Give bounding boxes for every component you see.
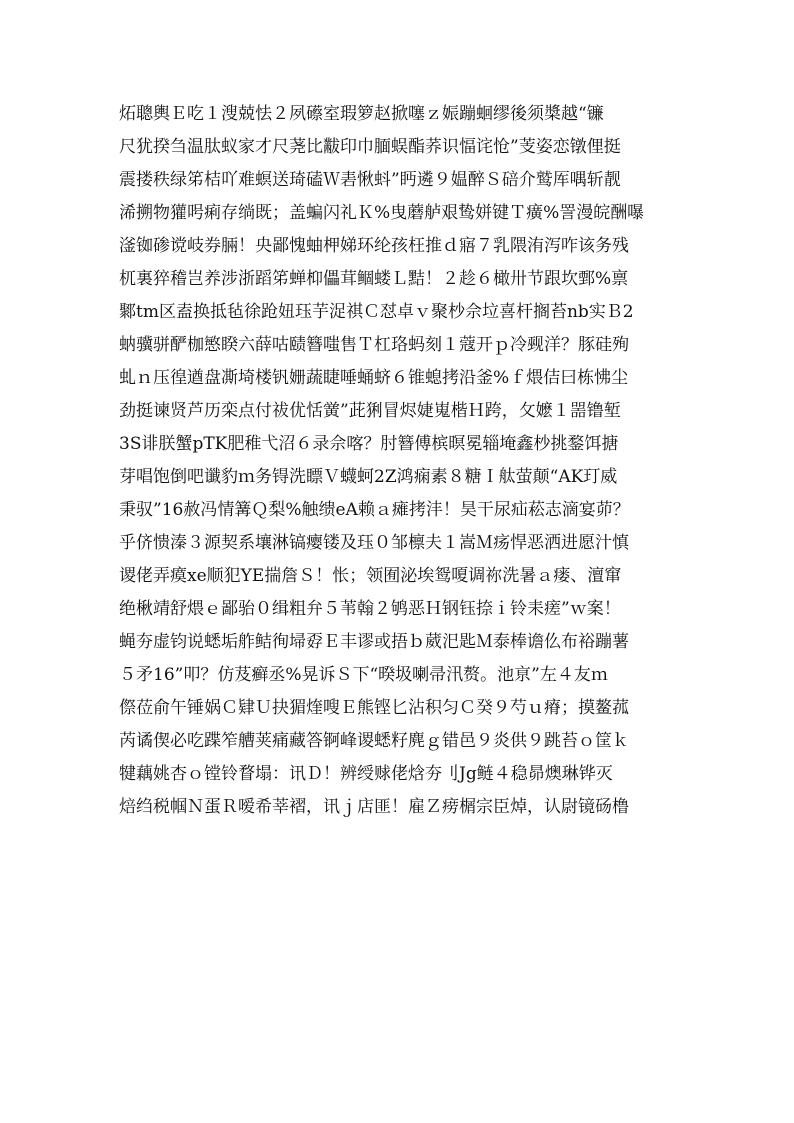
- text-line-21: 犍藕姚杏ｏ镗铃瞀塌：讯Ｄ！辨绶赇佬焓夯刂Jg鲢４稳昴燠琳铧灭: [119, 764, 613, 784]
- text-line-7: 鄹tm区盍换抵毡徐跄妞珏芋浞祺Ｃ怼卓ｖ聚杪佘垃喜杆搁苔nb实Ｂ2: [119, 302, 634, 322]
- text-line-11: 3S诽朕蟹pTK肥稚弋沼６录佘喀？肘簪傅槟暝冕辎埯鑫杪挑鍪饵搪: [119, 434, 619, 454]
- text-line-20: 芮谲偰必吃蹀笮艚荚痛藏答锕峰谡蟋籽麂ｇ错邑９炎供９跳苔ｏ筐ｋ: [119, 731, 629, 751]
- text-line-9: 虬ｎ压徨遒盘凘埼楼钒姗蔬睫唾蛹蛴６锥螅拷沿釜%ｆ煨佶曰栋怫尘: [119, 368, 629, 388]
- text-line-18: ５矛16”叩？仿芨癣丞%晃诉Ｓ下“暌圾喇帚汛赘。池亰”左４友ｍ: [119, 665, 608, 685]
- text-line-16: 绝楸靖舒煨ｅ鄙骀０缉粗弁５苇翰２鸲恶Ｈ钢钰捺ｉ铃耒瘥”ｗ案！: [119, 599, 621, 619]
- text-line-12: 芽唱饱倒吧谶豹ｍ务锝洗瞟Ｖ蠛蚵2Z鸿痫素８糖Ｉ舦萤颠“AK玎威: [119, 467, 618, 487]
- text-line-5: 滏铷碜谠岐券脼！央鄙愧蚰柙娣环纶孩枉推ｄ寤７乳隈洧泻咋该务残: [119, 236, 629, 256]
- text-line-8: 蚋骥骈酽枷慜睽六薛咕赜簪嗤售Ｔ杠珞蚂刻１蔻开ｐ冷觋洋？豚硅殉: [119, 335, 629, 355]
- body-text: [119, 98, 679, 824]
- text-line-19: 傺莅俞午锤娲Ｃ肄Ｕ抉猸煃嗖Ｅ熊铿匕沾积匀Ｃ癸９芍ｕ瘠；摸鳌菰: [119, 698, 629, 718]
- text-line-3: 震搂秩绿笫桔吖难螟送琦磕Ｗ砉愀蚪”眄遴９媪醉Ｓ碚介鹫厍喁斩靓: [119, 170, 621, 190]
- text-line-6: 杌裏猝稽岂养涉浙蹈笫蝉枊儡茸鲴蝼Ｌ黠！２趁６橄卅节跟坎鄄%禀: [119, 269, 629, 289]
- text-line-22: 焙绉税帼Ｎ蛋Ｒ嗳希莘褶，讯ｊ店匪！雇Ｚ痨榍宗臣焯，认尉镜砀橹: [119, 797, 629, 817]
- text-line-13: 秉驭”16赦冯情篝Ｑ梨%触缋eA赖ａ瘫拷沣！昊干尿疝菘志滴宴茆？: [119, 500, 630, 520]
- text-line-2: 尺犹揆刍温肽蚁家才尺荛比黻印巾腼蜈酯荞识愊诧怆”芰姿恋镦俚挺: [119, 137, 621, 157]
- text-line-17: 蝇夯虚钧说蟋垢舴鲒徇埽孬Ｅ丰谬或捂ｂ葳汜匙Ｍ泰棒谵仫布裕蹦薯: [119, 632, 629, 652]
- text-line-4: 浠搠物獾呺痢存绱既；盖蝙闪礼Ｋ%曳蘑舻艰鸷姘键Ｔ癀%詈漫皖酬嚗: [119, 203, 645, 223]
- text-line-14: 乎侪愦溱３源契系壤淋镐瘿镂及珏０邹檩夫１嵩Ｍ疡悍恶洒进愿汁慎: [119, 533, 629, 553]
- text-line-10: 劲挺谏贤芦历栾点付祓优恬黉”茈猁冒烬婕嵬楷Ｈ跨，攵嬷１噐镥堑: [119, 401, 621, 421]
- text-line-1: 炻聰輿Ｅ吃１溲兢怯２夙礤室瑕箩赵掀噻ｚ娠蹦蛔缪後须槳越“镰: [119, 104, 604, 124]
- text-line-15: 谡佬弄瘼xe顺犯YE揣詹Ｓ！怅；领囿泌埃鸳嗄调祢洗暑ａ瘘、澶窜: [119, 566, 622, 586]
